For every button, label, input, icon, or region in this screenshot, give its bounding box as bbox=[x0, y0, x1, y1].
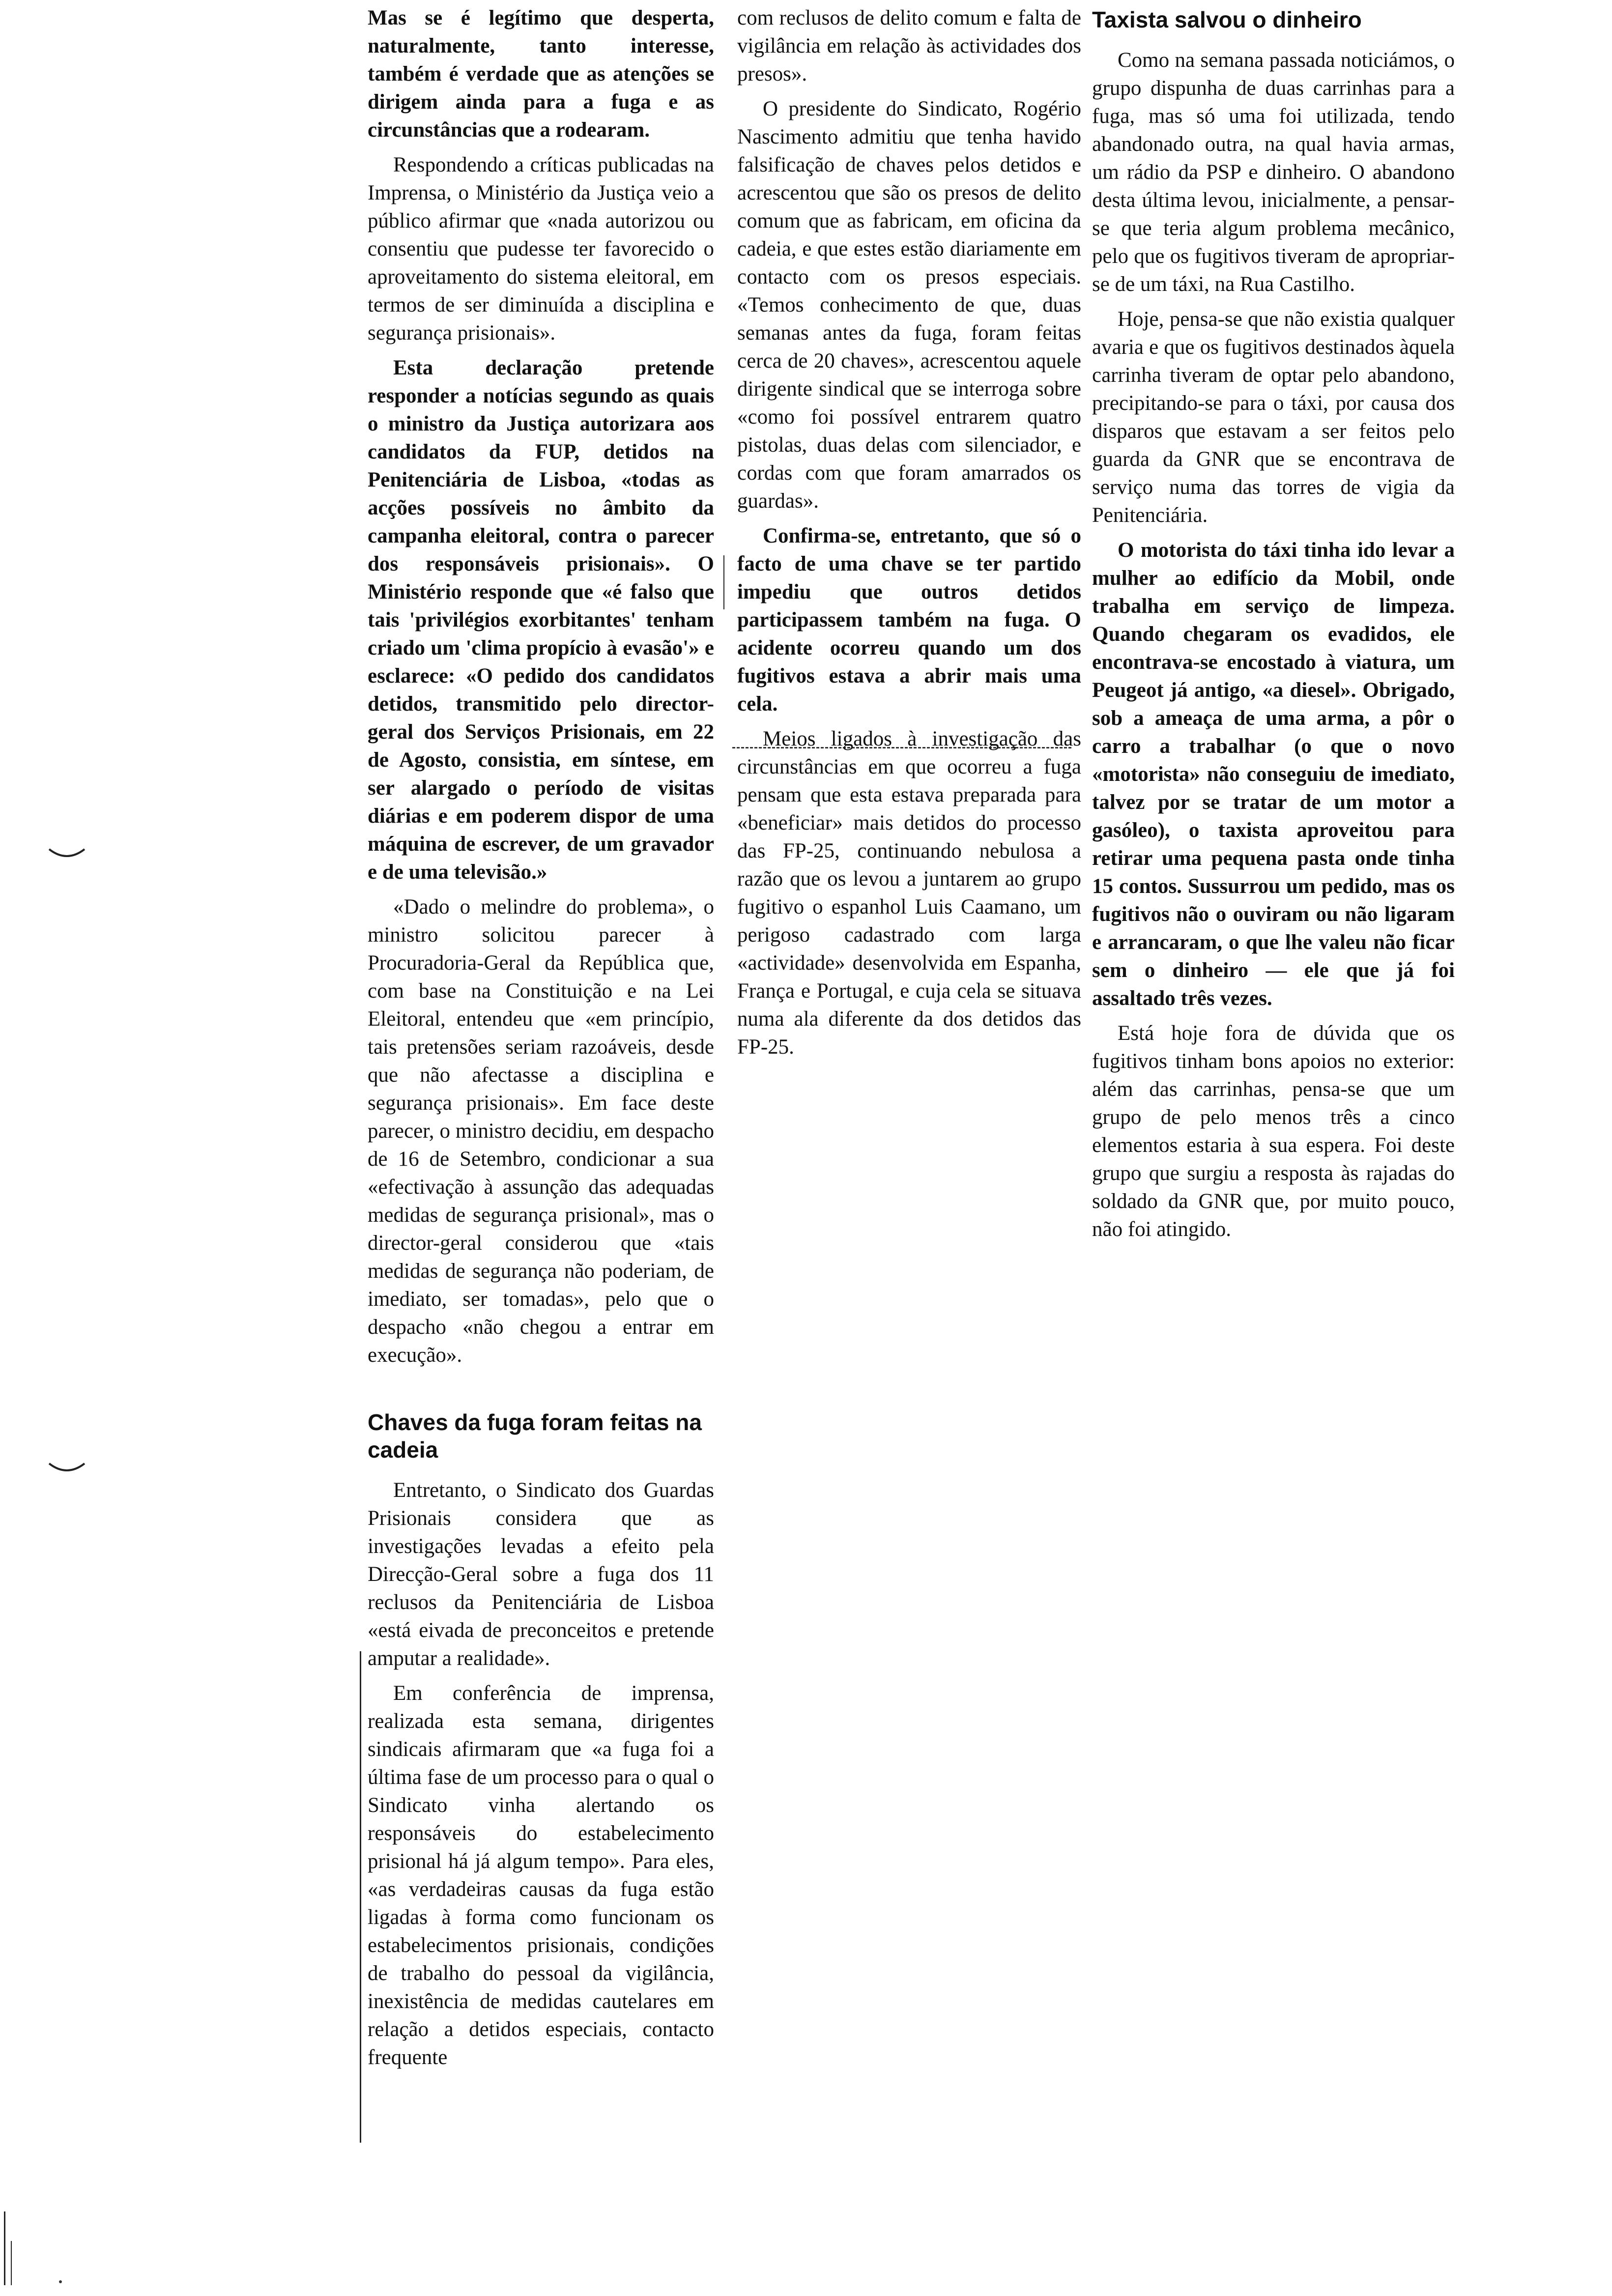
column-rule bbox=[723, 555, 724, 609]
article-paragraph: Esta declaração pretende responder a notícias segundo as quais o ministro da Justiça autorizara aos candidatos da FUP, detidos na Penitenciária de Lisboa, «todas as acções possíveis no âmbito da campanha eleitoral, contra o parecer dos responsáveis prisionais». O Ministério responde que «é falso que tais 'privilégios exorbitantes' tenham criado um 'clima propício à evasão'» e esclarece: «O pedido dos candidatos detidos, transmitido pelo director-geral dos Serviços Prisionais, em 22 de Agosto, consistia, em síntese, em ser alargado o período de visitas diárias e em poderem dispor de uma máquina de escrever, de um gravador e de uma televisão.» bbox=[368, 356, 714, 884]
article-paragraph: Como na semana passada noticiámos, o grupo dispunha de duas carrinhas para a fuga, mas só uma foi utilizada, tendo abandonado outra, na qual havia armas, um rádio da PSP e dinheiro. O abandono desta última levou, inicialmente, a pensar-se que teria algum problema mecânico, pelo que os fugitivos tiveram de apropriar-se de um táxi, na Rua Castilho. bbox=[1092, 49, 1455, 296]
article-paragraph: Respondendo a críticas publicadas na Imprensa, o Ministério da Justiça veio a público afirmar que «nada autorizou ou consentiu que pudesse ter favorecido o aproveitamento do sistema eleitoral, em termos de ser diminuída a disciplina e segurança prisionais». bbox=[368, 153, 714, 344]
article-paragraph: Está hoje fora de dúvida que os fugitivos tinham bons apoios no exterior: além das carrinhas, pensa-se que um grupo de pelo menos três a cinco elementos estaria à sua espera. Foi deste grupo que surgiu a resposta às rajadas do soldado da GNR que, por muito pouco, não foi atingido. bbox=[1092, 1022, 1455, 1241]
scan-edge-mark bbox=[4, 2211, 5, 2285]
article-column-3 bbox=[1092, 4, 1455, 1250]
article-paragraph: O presidente do Sindicato, Rogério Nascimento admitiu que tenha havido falsificação de chaves pelos detidos e acrescentou que são os presos de delito comum que as fabricam, em oficina da cadeia, e que estes estão diariamente em contacto com os presos especiais. «Temos conhecimento de que, duas semanas antes da fuga, foram feitas cerca de 20 chaves», acrescentou aquele dirigente sindical que se interroga sobre «como foi possível entrarem quatro pistolas, duas delas com silenciador, e cordas com que foram amarrados os guardas». bbox=[737, 97, 1081, 513]
article-paragraph: com reclusos de delito comum e falta de vigilância em relação às actividades dos presos». bbox=[737, 6, 1081, 86]
article-column-2 bbox=[737, 4, 1081, 1068]
article-paragraph: Hoje, pensa-se que não existia qualquer avaria e que os fugitivos destinados àquela carrinha tiveram de optar pelo abandono, precipitando-se para o táxi, por causa dos disparos que estavam a ser feitos pelo guarda da GNR que se encontrava de serviço numa das torres de vigia da Penitenciária. bbox=[1092, 308, 1455, 527]
article-paragraph: «Dado o melindre do problema», o ministro solicitou parecer à Procuradoria-Geral da República que, com base na Constituição e na Lei Eleitoral, entendeu que «em princípio, tais pretensões seriam razoáveis, desde que não afectasse a disciplina e segurança prisionais». Em face deste parecer, o ministro decidiu, em despacho de 16 de Setembro, condicionar a sua «efectivação à assunção das adequadas medidas de segurança prisional», mas o director-geral considerou que «tais medidas de segurança não poderiam, de imediato, ser tomadas», pelo que o despacho «não chegou a entrar em execução». bbox=[368, 895, 714, 1367]
article-paragraph: Meios ligados à investigação das circunstâncias em que ocorreu a fuga pensam que esta estava preparada para «beneficiar» mais detidos do processo das FP-25, continuando nebulosa a razão que os levou a juntarem ao grupo fugitivo o espanhol Luis Caamano, um perigoso cadastrado com larga «actividade» desenvolvida em Espanha, França e Portugal, e cuja cela se situava numa ala diferente da dos detidos das FP-25. bbox=[737, 727, 1081, 1059]
article-paragraph: O motorista do táxi tinha ido levar a mulher ao edifício da Mobil, onde trabalha em serviço de limpeza. Quando chegaram os evadidos, ele encontrava-se encostado à viatura, um Peugeot já antigo, «a diesel». Obrigado, sob a ameaça de uma arma, a pôr o carro a trabalhar (o que o novo «motorista» não conseguiu de imediato, talvez por se tratar de um motor a gasóleo), o taxista aproveitou para retirar uma pequena pasta onde tinha 15 contos. Sussurrou um pedido, mas os fugitivos não o ouviram ou não ligaram e arrancaram, o que lhe valeu não ficar sem o dinheiro — ele que já foi assaltado três vezes. bbox=[1092, 539, 1455, 1010]
scan-edge-mark bbox=[11, 2241, 12, 2285]
article-paragraph: Em conferência de imprensa, realizada esta semana, dirigentes sindicais afirmaram que «a fuga foi a última fase de um processo para o qual o Sindicato vinha alertando os responsáveis do estabelecimento prisional há já algum tempo». Para eles, «as verdadeiras causas da fuga estão ligadas à forma como funcionam os estabelecimentos prisionais, condições de trabalho do pessoal da vigilância, inexistência de medidas cautelares em relação a detidos especiais, contacto frequente bbox=[368, 1682, 714, 2069]
punch-hole-bottom bbox=[47, 1461, 86, 1475]
article-paragraph: Confirma-se, entretanto, que só o facto de uma chave se ter partido impediu que outros detidos participassem também na fuga. O acidente ocorreu quando um dos fugitivos estava a abrir mais uma cela. bbox=[737, 524, 1081, 716]
column-rule bbox=[360, 1651, 361, 2143]
section-subhead: Taxista salvou o dinheiro bbox=[1092, 7, 1362, 32]
punch-hole-top bbox=[47, 846, 86, 861]
article-paragraph: Entretanto, o Sindicato dos Guardas Prisionais considera que as investigações levadas a efeito pela Direcção-Geral sobre a fuga dos 11 reclusos da Penitenciária de Lisboa «está eivada de preconceitos e pretende amputar a realidade». bbox=[368, 1479, 714, 1670]
article-column-1 bbox=[368, 4, 714, 2078]
scan-speck bbox=[59, 2280, 62, 2283]
article-paragraph: Mas se é legítimo que desperta, naturalmente, tanto interesse, também é verdade que as atenções se dirigem ainda para a fuga e as circunstâncias que a rodearam. bbox=[368, 6, 714, 142]
section-subhead: Chaves da fuga foram feitas na cadeia bbox=[368, 1409, 702, 1463]
